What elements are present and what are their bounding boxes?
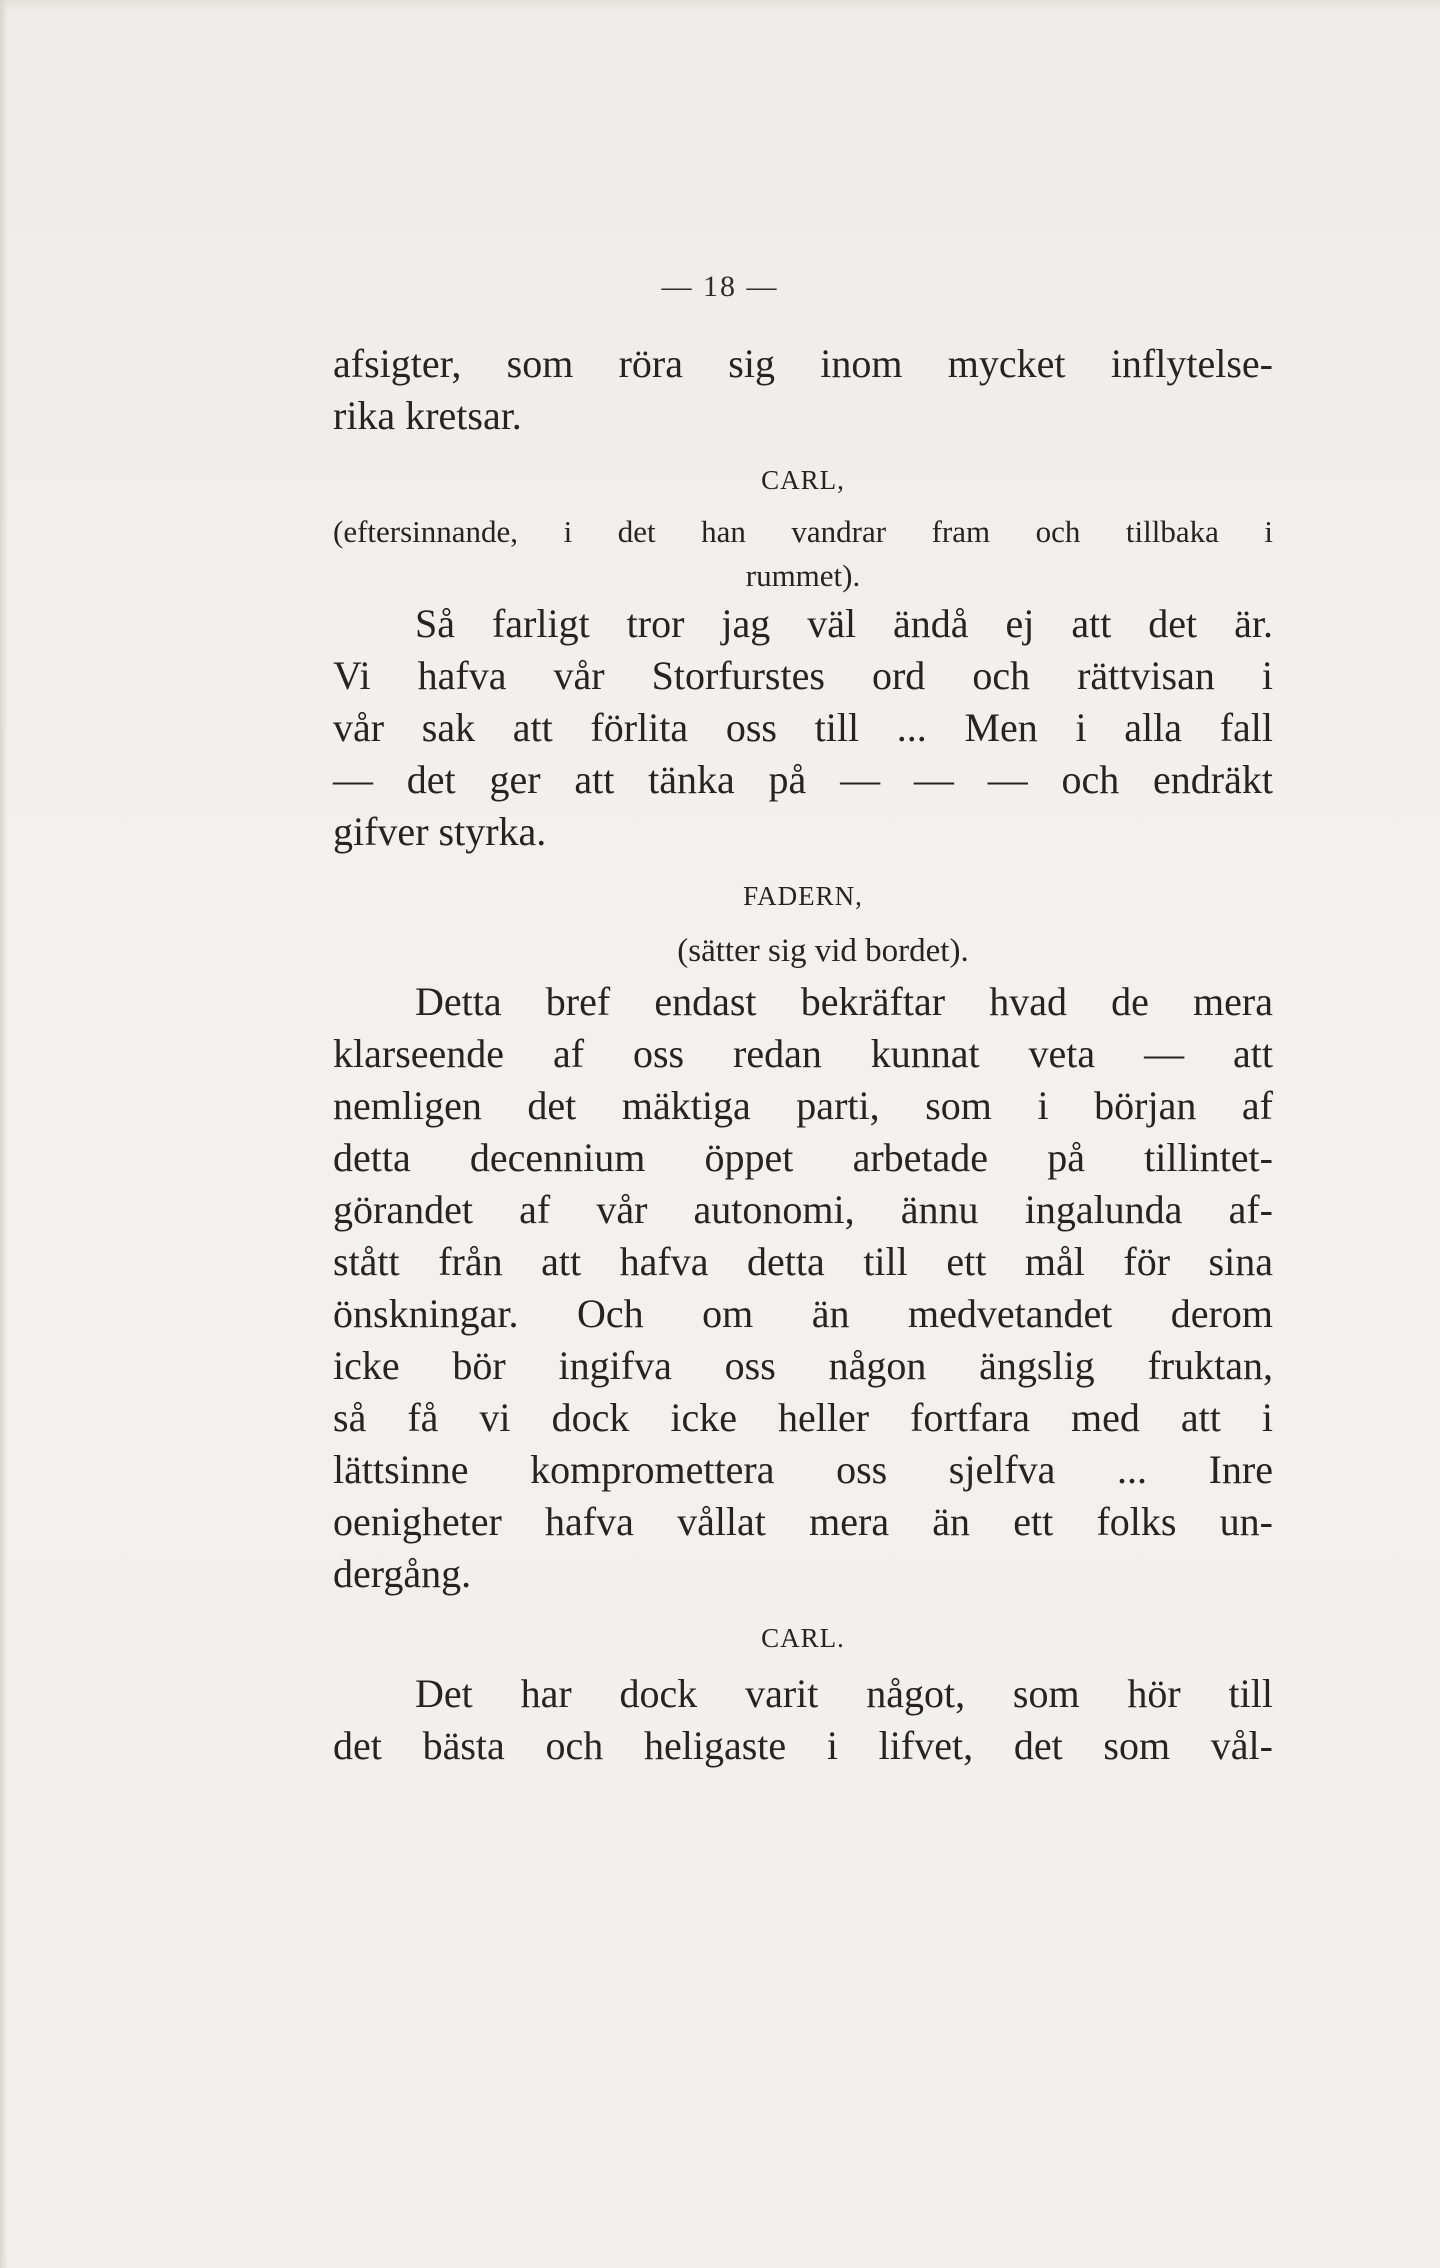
text-line: Så farligt tror jag väl ändå ej att det är. <box>415 601 1273 646</box>
text-line: klarseende af oss redan kunnat veta — att <box>333 1031 1273 1076</box>
speaker-name: CARL, <box>761 465 845 495</box>
text-line: Vi hafva vår Storfurstes ord och rättvisan i <box>333 653 1273 698</box>
text-line: nemligen det mäktiga parti, som i början af <box>333 1083 1273 1128</box>
text-line: detta decennium öppet arbetade på tillintet- <box>333 1135 1273 1180</box>
text-line: — det ger att tänka på — — — och endräkt <box>333 757 1273 802</box>
text-line: Det har dock varit något, som hör till <box>415 1671 1273 1716</box>
text-block <box>333 338 1273 1772</box>
page-number: — 18 — <box>661 270 779 303</box>
text-line: det bästa och heligaste i lifvet, det som vål- <box>333 1723 1273 1768</box>
text-line: Detta bref endast bekräftar hvad de mera <box>415 979 1273 1024</box>
text-line: så få vi dock icke heller fortfara med att i <box>333 1395 1273 1440</box>
speaker-name: CARL. <box>761 1623 845 1653</box>
text-line: önskningar. Och om än medvetandet derom <box>333 1291 1273 1336</box>
text-line: görandet af vår autonomi, ännu ingalunda af- <box>333 1187 1273 1232</box>
text-line: stått från att hafva detta till ett mål för sina <box>333 1239 1273 1284</box>
text-line: oenigheter hafva vållat mera än ett folks un- <box>333 1499 1273 1544</box>
text-line: lättsinne kompromettera oss sjelfva ... Inre <box>333 1447 1273 1492</box>
stage-direction: (sätter sig vid bordet). <box>677 933 969 969</box>
text-line: icke bör ingifva oss någon ängslig fruktan, <box>333 1343 1273 1388</box>
text-line: vår sak att förlita oss till ... Men i alla fall <box>333 705 1273 750</box>
speaker-name: FADERN, <box>743 881 863 911</box>
text-line: dergång. <box>333 1551 472 1596</box>
page-left-edge <box>0 0 8 2268</box>
text-line: afsigter, som röra sig inom mycket inflytelse- <box>333 341 1273 386</box>
text-line: rika kretsar. <box>333 393 522 438</box>
text-line: gifver styrka. <box>333 809 547 854</box>
stage-direction: rummet). <box>745 558 861 593</box>
page-top-edge <box>0 0 1440 10</box>
stage-direction: (eftersinnande, i det han vandrar fram och tillbaka i <box>333 514 1273 549</box>
